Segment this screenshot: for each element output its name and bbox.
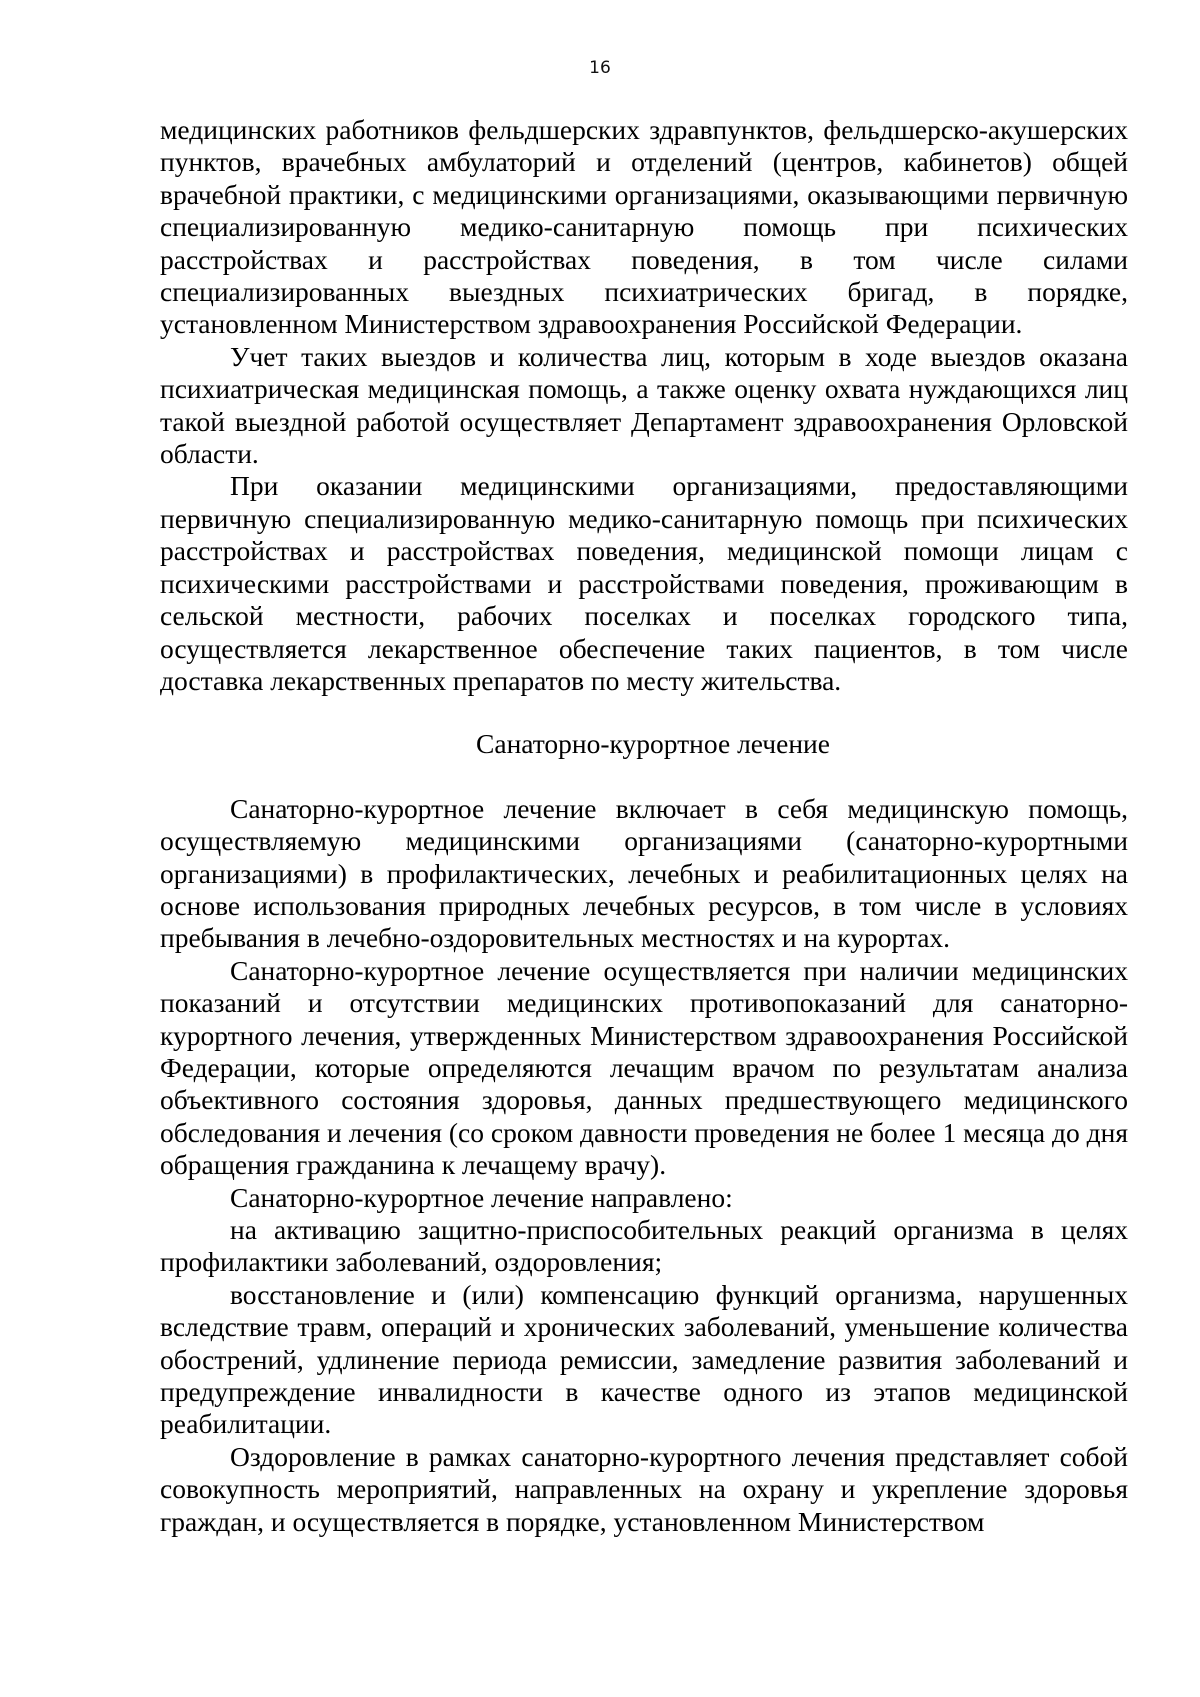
section-heading: Санаторно-курортное лечение	[476, 728, 830, 760]
paragraph-continuation: медицинских работников фельдшерских здравпунктов, фельдшерско-акушерских пунктов, врачебных амбулаторий и отделений (центров, кабинетов) общей врачебной практики, с медицинскими организациями, оказывающими первичную специализированную медико-санитарную помощь при психических расстройствах и расстройствах поведения, в том числе силами специализированных выездных психиатрических бригад, в порядке, установленном Министерством здравоохранения Российской Федерации.	[160, 114, 1128, 340]
paragraph-drug-provision: При оказании медицинскими организациями, предоставляющими первичную специализированную медико-санитарную помощь при психических расстройствах и расстройствах поведения, медицинской помощи лицам с психическими расстройствами и расстройствами поведения, проживающим в сельской местности, рабочих поселках и поселках городского типа, осуществляется лекарственное обеспечение таких пациентов, в том числе доставка лекарственных препаратов по месту жительства.	[160, 470, 1128, 696]
paragraph-visit-accounting: Учет таких выездов и количества лиц, которым в ходе выездов оказана психиатрическая медицинская помощь, а также оценку охвата нуждающихся лиц такой выездной работой осуществляет Департамент здравоохранения Орловской области.	[160, 340, 1128, 470]
paragraph-health-improvement: Оздоровление в рамках санаторно-курортного лечения представляет собой совокупность мероприятий, направленных на охрану и укрепление здоровья граждан, и осуществляется в порядке, установленном Министерством	[160, 1440, 1128, 1537]
paragraph-aim-restoration: восстановление и (или) компенсацию функций организма, нарушенных вследствие травм, операций и хронических заболеваний, уменьшение количества обострений, удлинение периода ремиссии, замедление развития заболеваний и предупреждение инвалидности в качестве одного из этапов медицинской реабилитации.	[160, 1278, 1128, 1440]
paragraph-sanatorium-definition: Санаторно-курортное лечение включает в себя медицинскую помощь, осуществляемую медицинскими организациями (санаторно-курортными организациями) в профилактических, лечебных и реабилитационных целях на основе использования природных лечебных ресурсов, в том числе в условиях пребывания в лечебно-оздоровительных местностях и на курортах.	[160, 792, 1128, 954]
paragraph-sanatorium-indications: Санаторно-курортное лечение осуществляется при наличии медицинских показаний и отсутствии медицинских противопоказаний для санаторно-курортного лечения, утвержденных Министерством здравоохранения Российской Федерации, которые определяются лечащим врачом по результатам анализа объективного состояния здоровья, данных предшествующего медицинского обследования и лечения (со сроком давности проведения не более 1 месяца до дня обращения гражданина к лечащему врачу).	[160, 954, 1128, 1181]
paragraph-sanatorium-aims-intro: Санаторно-курортное лечение направлено:	[230, 1181, 733, 1213]
page-number: 16	[589, 58, 611, 78]
document-body	[160, 114, 1128, 1538]
paragraph-aim-activation: на активацию защитно-приспособительных реакций организма в целях профилактики заболеваний, оздоровления;	[160, 1214, 1128, 1278]
